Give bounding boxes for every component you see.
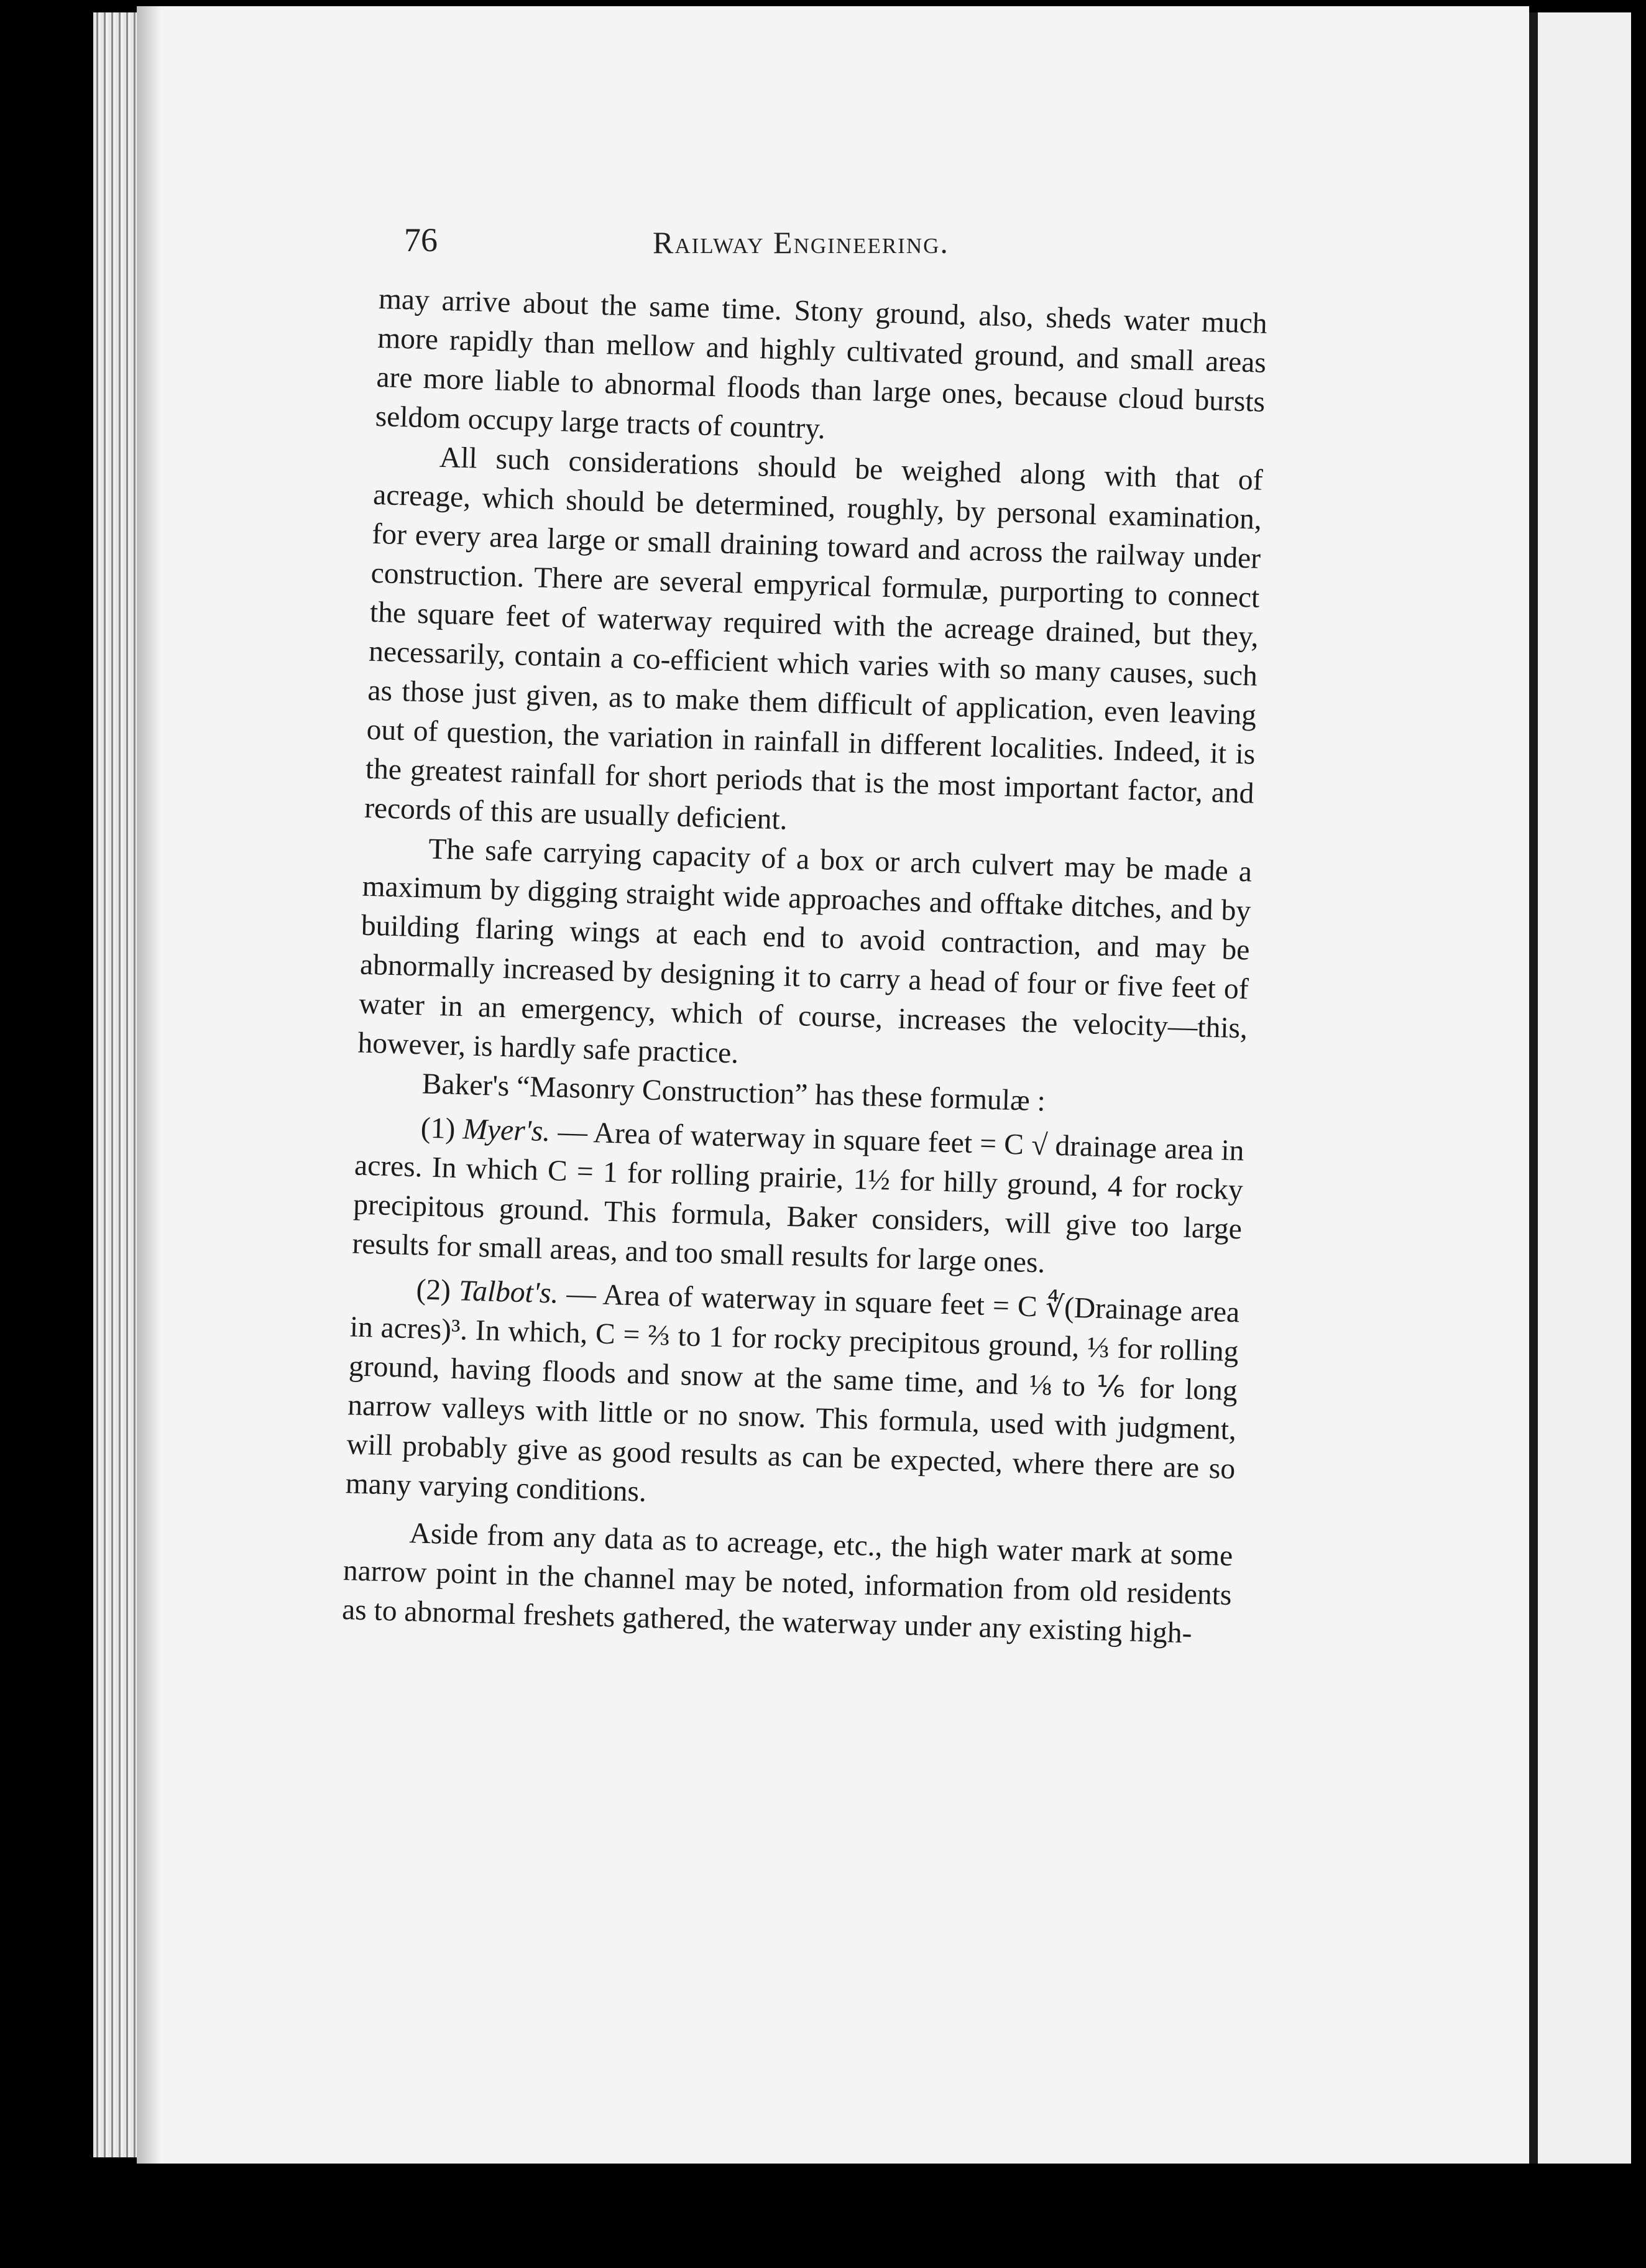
page-header	[404, 214, 1374, 270]
book-spine-edge	[93, 12, 138, 2157]
formula-1-name: Myer's.	[462, 1113, 551, 1148]
formula-2-number: (2)	[415, 1273, 451, 1307]
body-text	[341, 280, 1267, 1654]
paragraph-3: The safe carrying capacity of a box or arch culvert may be made a maximum by digging straight wide approaches and offtake ditches, and by building flaring wings at each end to avoid contraction, and may be abnormally increased by designing it to carry a head of four or five feet of water in an emergency, which of course, increases the velocity—this, however, is hardly safe practice.	[357, 832, 1253, 1070]
running-head: Railway Engineering.	[653, 225, 949, 260]
paragraph-4: Baker's “Masonry Construction” has these formulæ :	[421, 1067, 1046, 1118]
page-gap	[1529, 12, 1538, 2164]
formula-2-text: — Area of waterway in square feet = C ∜(Drainage area in acres)³. In which, C = ⅔ to 1 for rocky precipitous ground, ⅓ for rolling ground, having floods and snow at the same time, and ⅛ to ⅙ for long narrow valleys with little or no snow. This formula, used with judgment, will probably give as good results as can be expected, where there are so many varying conditions.	[345, 1278, 1240, 1508]
page-number: 76	[404, 221, 438, 259]
paragraph-1: may arrive about the same time. Stony ground, also, sheds water much more rapidly than mellow and highly cultivated ground, and small areas are more liable to abnormal floods than large ones, because cloud bursts seldom occupy large tracts of country.	[375, 282, 1268, 446]
next-page-edge	[1538, 12, 1631, 2164]
formula-1	[352, 1107, 1244, 1288]
page-gutter-shadow	[137, 6, 162, 2164]
formula-2	[345, 1268, 1240, 1528]
formula-1-number: (1)	[420, 1112, 456, 1145]
formula-1-text: — Area of waterway in square feet = C √ drainage area in acres. In which C = 1 for rolling prairie, 1½ for hilly ground, 4 for rocky precipitous ground. This formula, Baker considers, will give too large results for small areas, and too small results for large ones.	[351, 1115, 1245, 1279]
paragraph-5: Aside from any data as to acreage, etc., the high water mark at some narrow point in the channel may be noted, information from old residents as to abnormal freshets gathered, the waterway under any existing high-	[341, 1517, 1233, 1650]
formula-2-name: Talbot's.	[458, 1275, 559, 1310]
paragraph-2: All such considerations should be weighed along with that of acreage, which should be determined, roughly, by personal examination, for every area large or small draining toward and across the railway under construction. There are several empyrical formulæ, purporting to connect the square feet of waterway required with the acreage drained, but they, necessarily, contain a co-efficient which varies with so many causes, such as those just given, as to make them difficult of application, even leaving out of question, the variation in rainfall in different localities. Indeed, it is the greatest rainfall for short periods that is the most important factor, and records of this are usually deficient.	[364, 441, 1264, 836]
